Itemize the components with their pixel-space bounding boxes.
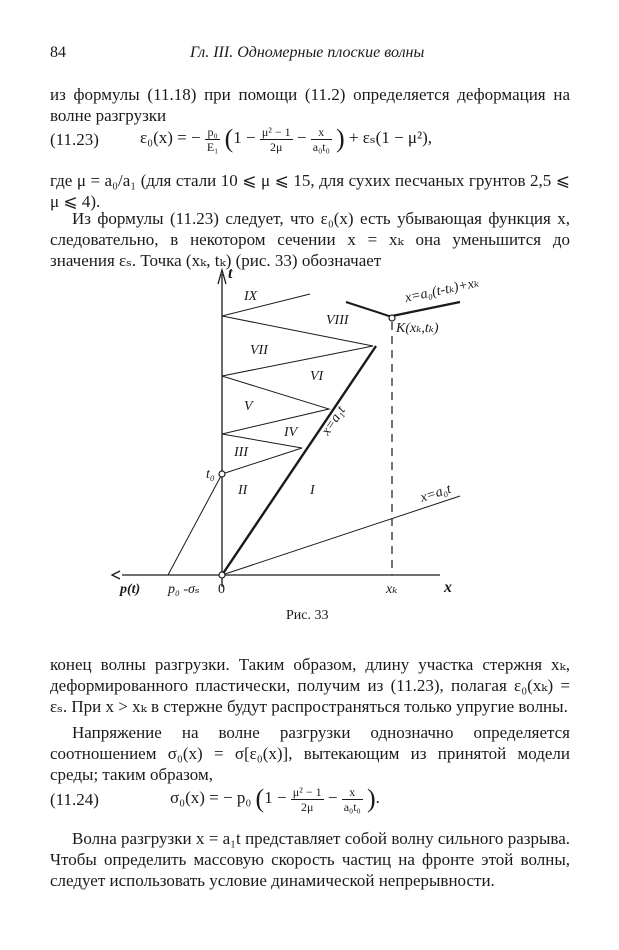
t-axis-label: t <box>228 265 233 282</box>
p0-sigma-label: p₀ -σₛ <box>168 582 200 597</box>
region-VI: VI <box>310 369 324 384</box>
k-edge-line <box>346 302 392 317</box>
region-I: I <box>310 483 315 498</box>
region-II: II <box>238 483 248 498</box>
running-title: Гл. III. Одномерные плоские волны <box>190 44 425 61</box>
region-VIII: VIII <box>326 313 349 328</box>
equation-11-24: (11.24) σ₀(x) = − p₀ (1 − $\frac{\text{μ² − 1}}{2\mu}$ − $\frac{x}{\text{a₀t₀}}$ ). <box>50 784 380 814</box>
wave-a1-line <box>222 346 376 575</box>
wave-k-label: x=a₀(t-tₖ)+xₖ <box>403 275 481 306</box>
paragraph-3: Из формулы (11.23) следует, что ε₀(x) есть убывающая функция x, следовательно, в некотором сечении x = xₖ она уменьшится до значения εₛ. Точка (xₖ, tₖ) (рис. 33) обозначает <box>50 209 570 270</box>
xk-label: xₖ <box>386 582 398 597</box>
p-of-t-label: p(t) <box>120 582 141 597</box>
region-IV: IV <box>284 425 298 440</box>
t0-label: t₀ <box>206 467 215 482</box>
equation-11-23: (11.23) ε₀(x) = − $\frac{\text{p₀}}{\text{E₁}}$ (1 − $\frac{\text{μ² − 1}}{2\mu}$ − $\frac{x}{\text{a₀t₀}}$ ) + εₛ(1 − μ²), <box>50 124 433 154</box>
fraction: $\frac{x}{\text{a₀t₀}}$ <box>312 124 330 154</box>
x-axis-arrow-icon <box>112 571 120 579</box>
point-k-label: K(xₖ,tₖ) <box>396 321 439 336</box>
wave-a1-label: x=a₁t <box>318 403 349 439</box>
t0-point <box>219 471 225 477</box>
origin-label: 0 <box>218 582 225 597</box>
paragraph-6: Волна разгрузки x = a₁t представляет собой волну сильного разрыва. Чтобы определить массовую скорость частиц на фронте этой волны, следует использовать условие динамической непрерывности. <box>50 829 570 890</box>
region-V: V <box>244 399 253 414</box>
fraction: $\frac{\text{μ² − 1}}{2\mu}$ <box>292 784 322 814</box>
paragraph-5: Напряжение на волне разгрузки однозначно определяется соотношением σ₀(x) = σ[ε₀(x)], вытекающим из принятой модели среды; таким образом, <box>50 723 570 784</box>
x-axis-label: x <box>444 579 452 596</box>
fraction: $\frac{x}{\text{a₀t₀}}$ <box>343 784 361 814</box>
fraction: $\frac{\text{p₀}}{\text{E₁}}$ <box>206 124 219 154</box>
figure-33 <box>110 262 481 607</box>
pressure-line <box>168 474 222 575</box>
equation-tail: . <box>375 787 380 807</box>
fraction: $\frac{\text{μ² − 1}}{2\mu}$ <box>261 124 291 154</box>
equation-number: (11.23) <box>50 130 99 149</box>
region-III: III <box>234 445 248 460</box>
page-number: 84 <box>50 44 66 61</box>
paragraph-2: где μ = a₀/a₁ (для стали 10 ⩽ μ ⩽ 15, для сухих песчаных грунтов 2,5 ⩽ μ ⩽ 4). <box>50 171 570 211</box>
wave-a0-line <box>222 496 460 575</box>
region-IX: IX <box>244 289 258 304</box>
equation-tail: + εₛ(1 − μ²), <box>348 127 433 147</box>
paragraph-1: из формулы (11.18) при помощи (11.2) определяется деформация на волне разгрузки <box>50 85 570 125</box>
k-point <box>389 315 395 321</box>
equation-number: (11.24) <box>50 790 99 809</box>
paragraph-4: конец волны разгрузки. Таким образом, длину участка стержня xₖ, деформированного пластически, получим из (11.23), полагая ε₀(xₖ) = εₛ. При x > xₖ в стержне будут распространяться только упругие волны. <box>50 655 570 716</box>
origin-point <box>219 572 225 578</box>
equation-lhs: σ₀(x) = − p₀ <box>170 787 252 807</box>
region-VII: VII <box>250 343 268 358</box>
equation-lhs: ε₀(x) = − <box>140 127 201 147</box>
wave-k-line <box>392 302 460 316</box>
figure-caption: Рис. 33 <box>286 608 329 623</box>
wave-a0-label: x=a₀t <box>418 481 454 506</box>
